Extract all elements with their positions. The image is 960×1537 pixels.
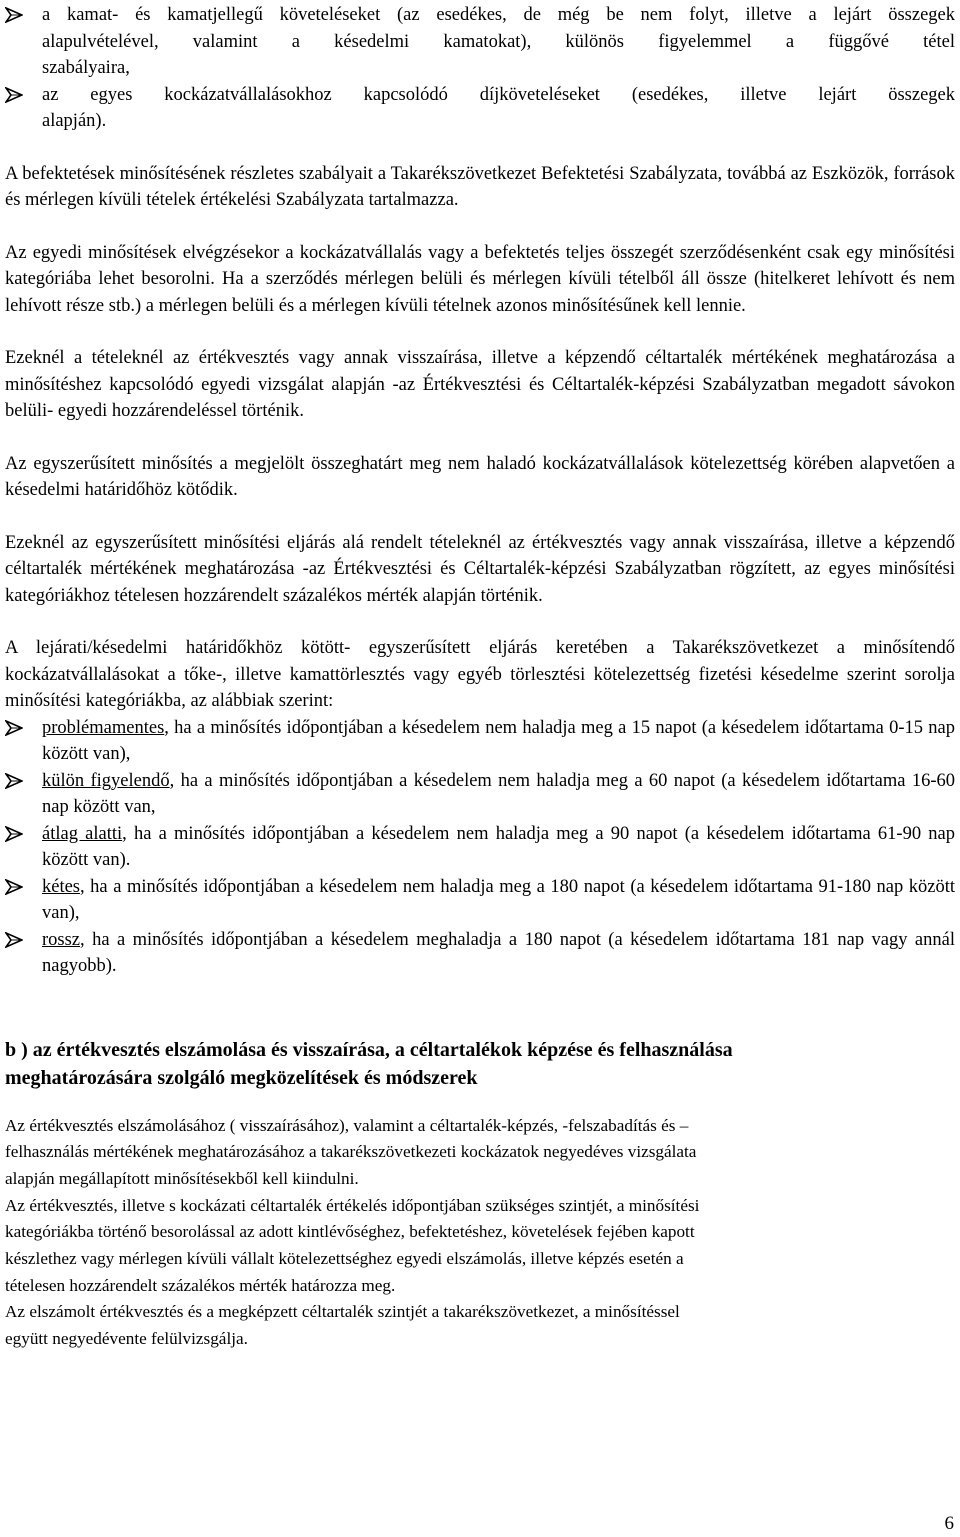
bullet-line: alapján). <box>42 111 107 131</box>
category-description: , ha a minősítés időpontjában a késedelem nem haladja meg a 90 napot (a késedelem időtartama 61-90 nap között van). <box>42 823 955 870</box>
category-term: kétes <box>42 876 81 897</box>
page-number: 6 <box>944 1513 954 1534</box>
arrowhead-bullet-icon <box>5 879 23 895</box>
paragraph-simplified-qualification <box>5 451 955 504</box>
bullet-line: az egyes kockázatvállalásokhoz kapcsolódó díjköveteléseket (esedékes, illetve lejárt összegek <box>42 84 955 105</box>
body-line: alapján megállapított minősítésekből kell kiindulni. <box>5 1168 359 1188</box>
list-item <box>5 82 955 135</box>
body-line: tételesen hozzárendelt százalékos mérték határozza meg. <box>5 1275 396 1295</box>
section-b-body <box>5 1113 955 1353</box>
section-heading <box>5 1036 955 1092</box>
arrowhead-bullet-icon <box>5 932 23 948</box>
list-item <box>5 715 955 768</box>
arrowhead-bullet-icon <box>5 826 23 842</box>
bullet-line: szabályaira, <box>42 58 130 78</box>
category-description: , ha a minősítés időpontjában a késedelem nem haladja meg a 15 napot (a késedelem időtartama 0-15 nap között van), <box>42 717 955 764</box>
list-item <box>5 927 955 980</box>
arrowhead-bullet-icon <box>5 720 23 736</box>
list-item <box>5 768 955 821</box>
list-item <box>5 821 955 874</box>
body-line: Az értékvesztés, illetve s kockázati céltartalék értékelés időpontjában szükséges szintjét, a minősítési <box>5 1195 700 1215</box>
qualification-categories-list <box>5 715 955 980</box>
category-term: rossz <box>42 929 81 950</box>
paragraph-impairment-determination: Ezeknél a tételeknél az értékvesztés vagy annak visszaírása, illetve a képzendő céltartalék mértékének meghatározása a minősítéshez kapcsolódó egyedi vizsgálat alapján -az Értékvesztési és Céltartalék-képzési Szabályzatban megadott sávokon belüli- egyedi hozzárendeléssel történik. <box>5 348 955 421</box>
arrowhead-bullet-icon <box>5 773 23 789</box>
section-b <box>5 1036 955 1353</box>
category-description: , ha a minősítés időpontjában a késedelem nem haladja meg a 60 napot (a késedelem időtartama 16-60 nap között van, <box>42 770 955 817</box>
paragraph-qualification-rules: A befektetések minősítésének részletes szabályait a Takarékszövetkezet Befektetési Szabályzata, továbbá az Eszközök, források és mérlegen kívüli tételek értékelési Szabályzata tartalmazza. <box>5 163 955 210</box>
category-description: , ha a minősítés időpontjában a késedelem meghaladja a 180 napot (a késedelem időtartama 181 nap vagy annál nagyobb). <box>42 929 955 976</box>
receivables-bullet-list <box>5 2 955 135</box>
category-term: átlag alatti <box>42 823 123 844</box>
heading-line: b ) az értékvesztés elszámolása és visszaírása, a céltartalékok képzése és felhasználása <box>5 1038 733 1061</box>
body-line: együtt negyedévente felülvizsgálja. <box>5 1329 248 1349</box>
category-term: külön figyelendő <box>42 770 170 791</box>
heading-line: meghatározására szolgáló megközelítések és módszerek <box>5 1066 478 1089</box>
paragraph-text: Az egyszerűsített minősítés a megjelölt összeghatárt meg nem haladó kockázatvállalások kötelezettség körében alapvetően a késedelmi határidőhöz kötődik. <box>5 453 955 500</box>
bullet-line: alapulvételével, valamint a késedelmi kamatokat), különös figyelemmel a függővé tétel <box>42 31 955 52</box>
page-body <box>5 0 955 1353</box>
paragraph-simplified-procedure: Ezeknél az egyszerűsített minősítési eljárás alá rendelt tételeknél az értékvesztés vagy annak visszaírása, illetve a képzendő céltartalék mértékének meghatározása -az Értékvesztési és Céltartalék-képzési Szabályzatban rögzített, az egyes minősítési kategóriákhoz tételesen hozzárendelt százalékos mérték alapján történik. <box>5 532 955 606</box>
paragraph-individual-qualification: Az egyedi minősítések elvégzésekor a kockázatvállalás vagy a befektetés teljes összegét szerződésenként csak egy minősítési kategóriába lehet besorolni. Ha a szerződés mérlegen belüli és mérlegen kívüli tételből áll össze (hitelkeret lehívott és nem lehívott része stb.) a mérlegen belüli és a mérlegen kívüli tételnek azonos minősítésűnek kell lennie. <box>5 242 955 316</box>
list-item <box>5 2 955 82</box>
body-line: Az értékvesztés elszámolásához ( visszaírásához), valamint a céltartalék-képzés, -felszabadítás és – <box>5 1115 689 1135</box>
category-term: problémamentes <box>42 717 165 738</box>
bullet-line: a kamat- és kamatjellegű követeléseket (az esedékes, de még be nem folyt, illetve a lejárt összegek <box>42 5 955 25</box>
arrowhead-bullet-icon <box>5 87 23 103</box>
body-line: Az elszámolt értékvesztés és a megképzett céltartalék szintjét a takarékszövetkezet, a minősítéssel <box>5 1302 680 1322</box>
list-item <box>5 874 955 927</box>
body-line: készlethez vagy mérlegen kívüli vállalt kötelezettséghez egyedi elszámolás, illetve képzés esetén a <box>5 1249 684 1269</box>
body-line: felhasználás mértékének meghatározásához a takarékszövetkezeti kockázatok negyedéves vizsgálata <box>5 1142 697 1162</box>
paragraph-delay-categories-intro: A lejárati/késedelmi határidőkhöz kötött- egyszerűsített eljárás keretében a Takarékszövetkezet a minősítendő kockázatvállalásokat a tőke-, illetve kamattörlesztés vagy egyéb törlesztési kötelezettség fizetési késedelme szerint sorolja minősítési kategóriákba, az alábbiak szerint: <box>5 638 955 711</box>
body-line: kategóriákba történő besorolással az adott kintlévőséghez, befektetéshez, követelések fejében kapott <box>5 1222 695 1242</box>
arrowhead-bullet-icon <box>5 7 23 23</box>
category-description: , ha a minősítés időpontjában a késedelem nem haladja meg a 180 napot (a késedelem időtartama 91-180 nap között van), <box>42 876 955 923</box>
